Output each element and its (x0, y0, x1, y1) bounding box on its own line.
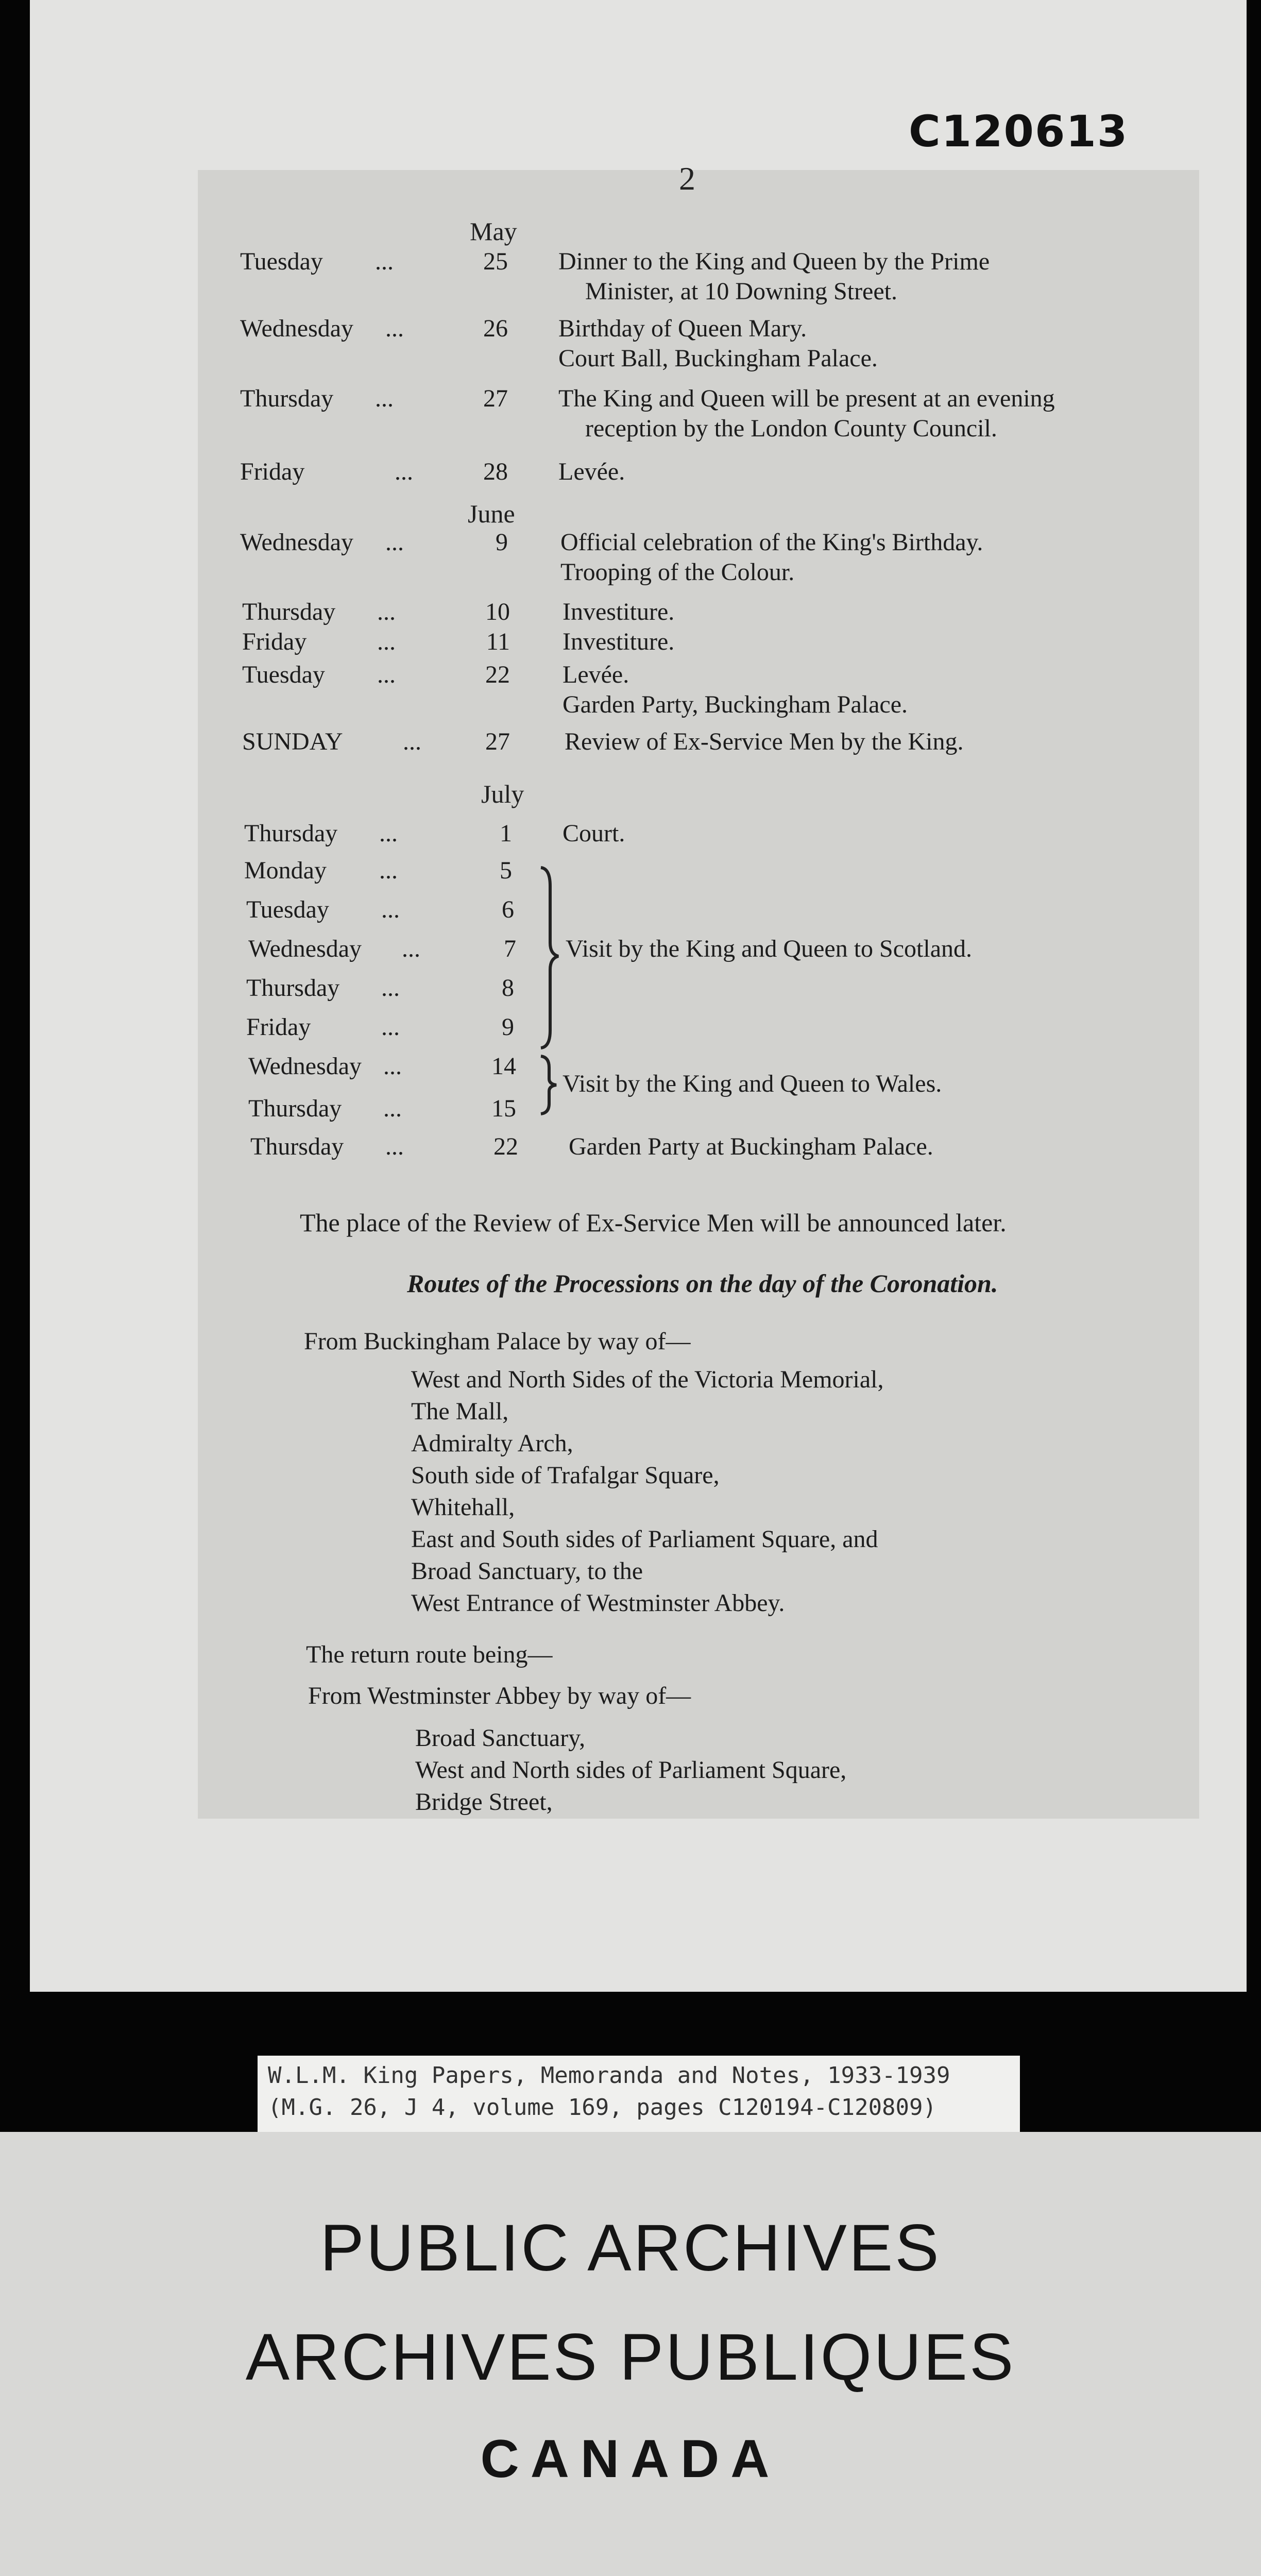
schedule-day: Wednesday (248, 935, 362, 962)
event-text: reception by the London County Council. (585, 415, 997, 442)
event-text: Trooping of the Colour. (560, 558, 795, 586)
schedule-day: Wednesday (240, 529, 354, 556)
event-text: Levée. (563, 661, 629, 688)
schedule-day: SUNDAY (242, 728, 343, 755)
schedule-date: 8 (502, 974, 514, 1002)
palace-route-item: The Mall, (411, 1398, 509, 1425)
archive-label (258, 2056, 1020, 2132)
event-text: Official celebration of the King's Birthday. (560, 529, 983, 556)
from-palace: From Buckingham Palace by way of— (304, 1328, 691, 1355)
archives-line-english: PUBLIC ARCHIVES (320, 2211, 941, 2285)
palace-route-item: Admiralty Arch, (411, 1430, 573, 1457)
archives-line-canada: CANADA (480, 2429, 781, 2489)
schedule-date: 14 (491, 1053, 516, 1080)
event-text: Investiture. (563, 598, 675, 625)
schedule-date: 28 (483, 458, 508, 485)
schedule-day: Tuesday (242, 661, 325, 688)
reference-number: C120613 (909, 106, 1129, 157)
schedule-dots: ... (403, 728, 421, 755)
schedule-day: Thursday (242, 598, 336, 625)
event-text: Visit by the King and Queen to Wales. (563, 1070, 942, 1097)
month-june: June (468, 499, 515, 528)
routes-heading: Routes of the Processions on the day of the Coronation. (407, 1269, 998, 1298)
palace-route-item: Whitehall, (411, 1494, 515, 1521)
schedule-dots: ... (381, 896, 400, 923)
page-number: 2 (679, 160, 695, 197)
archive-label-line1: W.L.M. King Papers, Memoranda and Notes, 1933-1939 (268, 2062, 950, 2089)
schedule-day: Thursday (244, 820, 338, 847)
schedule-day: Wednesday (240, 315, 354, 342)
schedule-dots: ... (383, 1053, 402, 1080)
event-text: Review of Ex-Service Men by the King. (565, 728, 964, 755)
event-text: Garden Party, Buckingham Palace. (563, 691, 908, 718)
schedule-dots: ... (379, 857, 398, 884)
event-text: Minister, at 10 Downing Street. (585, 278, 897, 305)
abbey-route-item: West and North sides of Parliament Square, (415, 1756, 847, 1784)
schedule-dots: ... (395, 458, 413, 485)
schedule-date: 5 (500, 857, 512, 884)
palace-route-item: Broad Sanctuary, to the (411, 1557, 643, 1585)
schedule-date: 10 (485, 598, 510, 625)
schedule-date: 25 (483, 248, 508, 275)
event-text: Court. (563, 820, 625, 847)
schedule-day: Friday (246, 1013, 311, 1041)
schedule-day: Tuesday (246, 896, 329, 923)
schedule-date: 1 (500, 820, 512, 847)
event-text: Dinner to the King and Queen by the Prime (558, 248, 990, 275)
schedule-dots: ... (375, 248, 394, 275)
abbey-route-item: Bridge Street, (415, 1788, 553, 1816)
schedule-day: Thursday (250, 1133, 344, 1160)
schedule-dots: ... (379, 820, 398, 847)
palace-route-item: East and South sides of Parliament Square, and (411, 1526, 878, 1553)
event-text: Visit by the King and Queen to Scotland. (566, 935, 972, 962)
schedule-dots: ... (402, 935, 420, 962)
from-abbey: From Westminster Abbey by way of— (308, 1682, 691, 1709)
schedule-dots: ... (377, 661, 396, 688)
schedule-day: Tuesday (240, 248, 323, 275)
schedule-date: 15 (491, 1095, 516, 1122)
schedule-dots: ... (381, 974, 400, 1002)
schedule-date: 22 (485, 661, 510, 688)
schedule-day: Wednesday (248, 1053, 362, 1080)
schedule-day: Thursday (246, 974, 340, 1002)
palace-route-item: South side of Trafalgar Square, (411, 1462, 720, 1489)
event-text: Birthday of Queen Mary. (558, 315, 807, 342)
schedule-date: 9 (496, 529, 508, 556)
schedule-date: 7 (504, 935, 516, 962)
event-text: Levée. (558, 458, 625, 485)
review-note: The place of the Review of Ex-Service Men will be announced later. (300, 1208, 1007, 1237)
schedule-day: Friday (242, 628, 307, 655)
schedule-dots: ... (377, 628, 396, 655)
palace-route-item: West Entrance of Westminster Abbey. (411, 1589, 785, 1617)
schedule-date: 27 (485, 728, 510, 755)
schedule-date: 9 (502, 1013, 514, 1041)
archive-label-line2: (M.G. 26, J 4, volume 169, pages C120194-C120809) (268, 2094, 937, 2121)
schedule-day: Friday (240, 458, 305, 485)
schedule-date: 11 (486, 628, 510, 655)
event-text: Court Ball, Buckingham Palace. (558, 345, 878, 372)
schedule-dots: ... (385, 529, 404, 556)
schedule-date: 26 (483, 315, 508, 342)
event-text: The King and Queen will be present at an evening (558, 385, 1055, 412)
schedule-day: Thursday (248, 1095, 342, 1122)
event-text: Investiture. (563, 628, 675, 655)
abbey-route-item: Broad Sanctuary, (415, 1724, 586, 1752)
schedule-dots: ... (385, 1133, 404, 1160)
event-text: Garden Party at Buckingham Palace. (569, 1133, 933, 1160)
schedule-day: Monday (244, 857, 327, 884)
return-route: The return route being— (306, 1641, 553, 1668)
schedule-dots: ... (381, 1013, 400, 1041)
schedule-date: 6 (502, 896, 514, 923)
schedule-dots: ... (375, 385, 394, 412)
wales-brace (536, 1054, 567, 1116)
scotland-brace (536, 866, 567, 1051)
schedule-dots: ... (385, 315, 404, 342)
schedule-day: Thursday (240, 385, 334, 412)
schedule-dots: ... (377, 598, 396, 625)
schedule-date: 22 (493, 1133, 518, 1160)
schedule-dots: ... (383, 1095, 402, 1122)
archives-footer (0, 2132, 1261, 2576)
palace-route-item: West and North Sides of the Victoria Memorial, (411, 1366, 884, 1393)
month-july: July (481, 779, 524, 808)
schedule-date: 27 (483, 385, 508, 412)
month-may: May (470, 217, 517, 246)
archives-line-french: ARCHIVES PUBLIQUES (245, 2320, 1016, 2394)
